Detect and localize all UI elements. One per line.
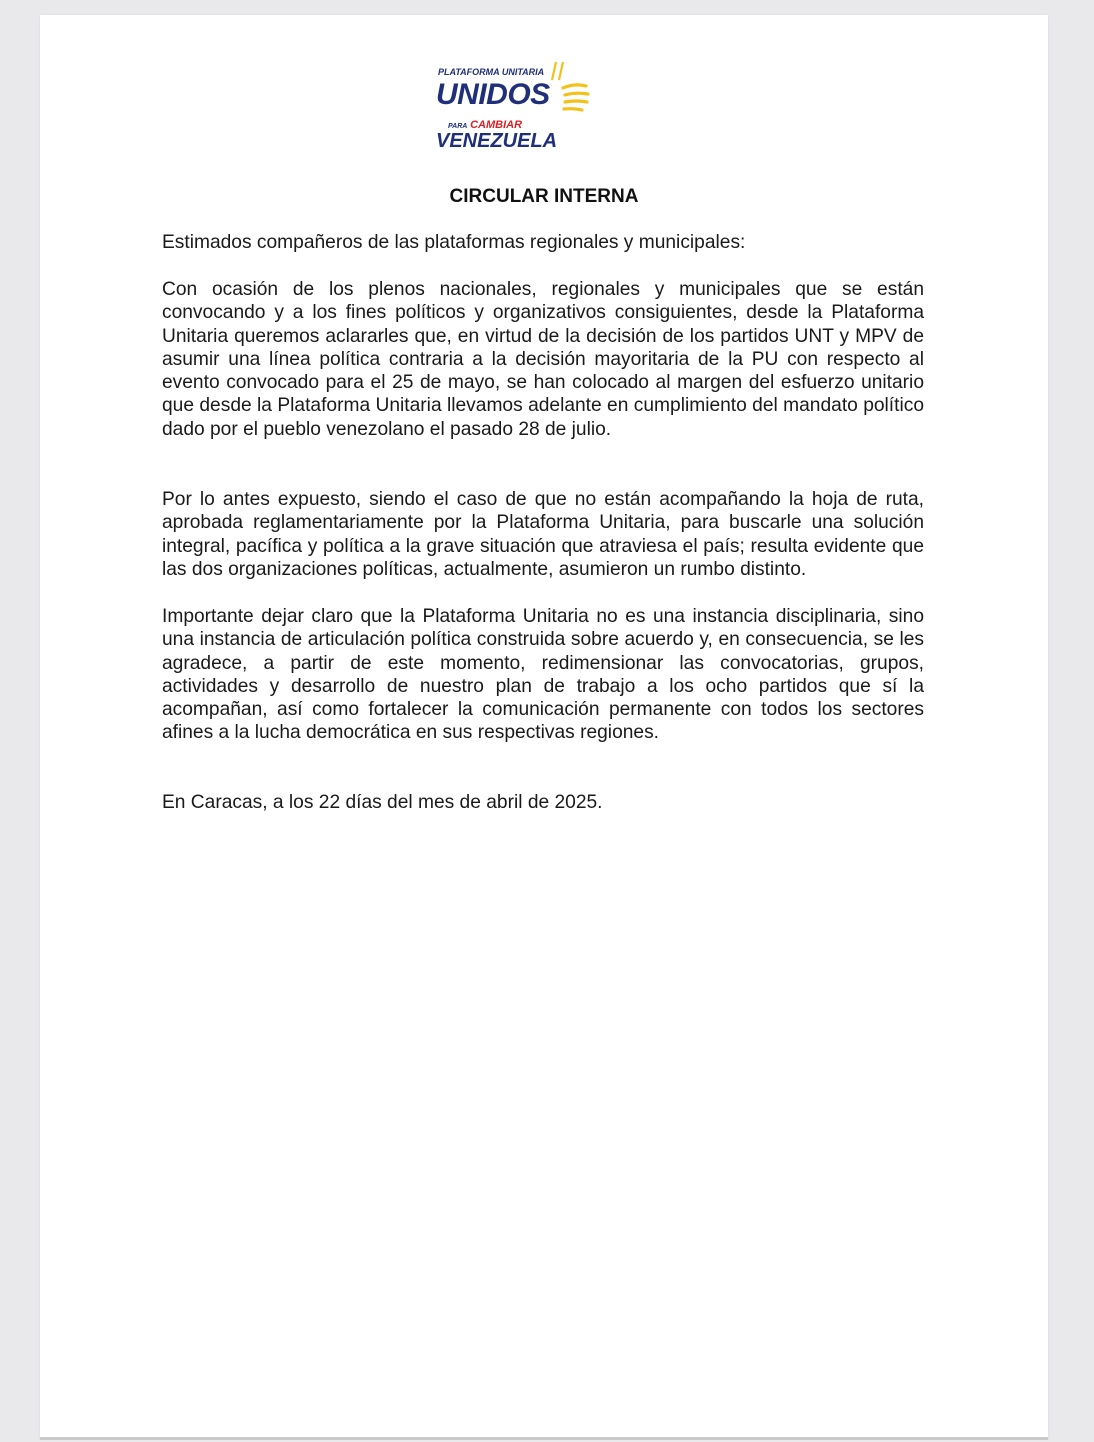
- document-title: CIRCULAR INTERNA: [449, 186, 639, 207]
- logo-cambiar: CAMBIAR: [470, 119, 523, 131]
- logo: [436, 60, 596, 160]
- paragraph-1: Con ocasión de los plenos nacionales, regionales y municipales que se están convocando y a los fines políticos y organizativos consiguientes, desde la Plataforma Unitaria queremos aclararles que, en virtud de la decisión de los partidos UNT y MPV de asumir una línea política contraria a la decisión mayoritaria de la PU con respecto al evento convocado para el 25 de mayo, se han colocado al margen del esfuerzo unitario que desde la Plataforma Unitaria llevamos adelante en cumplimiento del mandato político dado por el pueblo venezolano el pasado 28 de julio.: [162, 279, 924, 440]
- salutation: Estimados compañeros de las plataformas regionales y municipales:: [162, 232, 746, 253]
- logo-para: PARA: [448, 123, 468, 130]
- page-bottom-edge: [40, 1437, 1048, 1440]
- logo-slashes-icon: [551, 60, 567, 82]
- logo-country: VENEZUELA: [436, 130, 558, 152]
- closing-date-line: En Caracas, a los 22 días del mes de abril de 2025.: [162, 792, 603, 813]
- logo-hand-icon: [560, 80, 590, 114]
- paragraph-3: Importante dejar claro que la Plataforma Unitaria no es una instancia disciplinaria, sino una instancia de articulación política construida sobre acuerdo y, en consecuencia, se les agradece, a partir de este momento, redimensionar las convocatorias, grupos, actividades y desarrollo de nuestro plan de trabajo a los ocho partidos que sí la acompañan, así como fortalecer la comunicación permanente con todos los sectores afines a la lucha democrática en sus respectivas regiones.: [162, 606, 924, 744]
- logo-top-line: PLATAFORMA UNITARIA: [438, 67, 545, 77]
- logo-main-word: UNIDOS: [436, 78, 550, 111]
- paragraph-2: Por lo antes expuesto, siendo el caso de que no están acompañando la hoja de ruta, aprobada reglamentariamente por la Plataforma Unitaria, para buscarle una solución integral, pacífica y política a la grave situación que atraviesa el país; resulta evidente que las dos organizaciones políticas, actualmente, asumieron un rumbo distinto.: [162, 489, 924, 580]
